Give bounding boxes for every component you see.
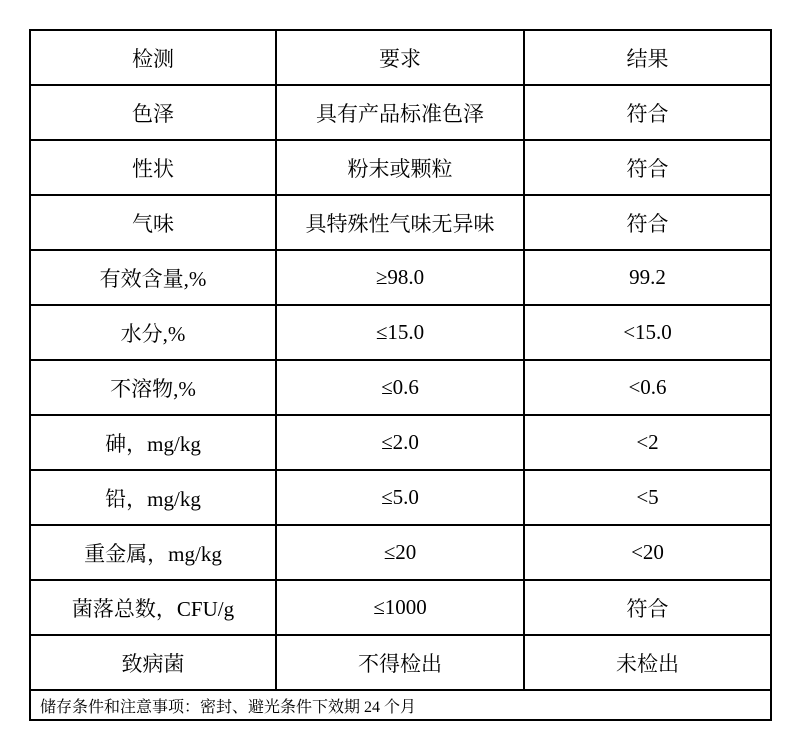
inspection-table [29,29,772,721]
table-row [30,635,771,690]
result-cell: <5 [524,470,771,525]
requirement-cell: ≤5.0 [276,470,524,525]
item-cell: 不溶物,% [30,360,276,415]
item-cell: 水分,% [30,305,276,360]
result-cell: 99.2 [524,250,771,305]
requirement-cell: ≤2.0 [276,415,524,470]
table-row [30,360,771,415]
result-cell: <2 [524,415,771,470]
table-row [30,525,771,580]
column-header-result: 结果 [524,30,771,85]
item-cell: 致病菌 [30,635,276,690]
table-row [30,305,771,360]
item-cell: 铅，mg/kg [30,470,276,525]
result-cell: <20 [524,525,771,580]
requirement-cell: 具有产品标准色泽 [276,85,524,140]
storage-note: 储存条件和注意事项：密封、避光条件下效期 24 个月 [30,690,771,720]
item-cell: 重金属，mg/kg [30,525,276,580]
item-cell: 砷，mg/kg [30,415,276,470]
storage-note-row [30,690,771,720]
result-cell: 未检出 [524,635,771,690]
requirement-cell: ≤1000 [276,580,524,635]
table-row [30,85,771,140]
table-row [30,580,771,635]
item-cell: 性状 [30,140,276,195]
header-row [30,30,771,85]
table-row [30,195,771,250]
result-cell: 符合 [524,140,771,195]
requirement-cell: 不得检出 [276,635,524,690]
requirement-cell: 具特殊性气味无异味 [276,195,524,250]
result-cell: 符合 [524,195,771,250]
table-row [30,470,771,525]
requirement-cell: ≤0.6 [276,360,524,415]
column-header-requirement: 要求 [276,30,524,85]
item-cell: 有效含量,% [30,250,276,305]
result-cell: 符合 [524,85,771,140]
result-cell: <0.6 [524,360,771,415]
requirement-cell: ≤15.0 [276,305,524,360]
requirement-cell: ≥98.0 [276,250,524,305]
table-row [30,250,771,305]
column-header-item: 检测 [30,30,276,85]
table-row [30,140,771,195]
requirement-cell: 粉末或颗粒 [276,140,524,195]
requirement-cell: ≤20 [276,525,524,580]
item-cell: 气味 [30,195,276,250]
result-cell: 符合 [524,580,771,635]
item-cell: 色泽 [30,85,276,140]
item-cell: 菌落总数，CFU/g [30,580,276,635]
table-row [30,415,771,470]
result-cell: <15.0 [524,305,771,360]
